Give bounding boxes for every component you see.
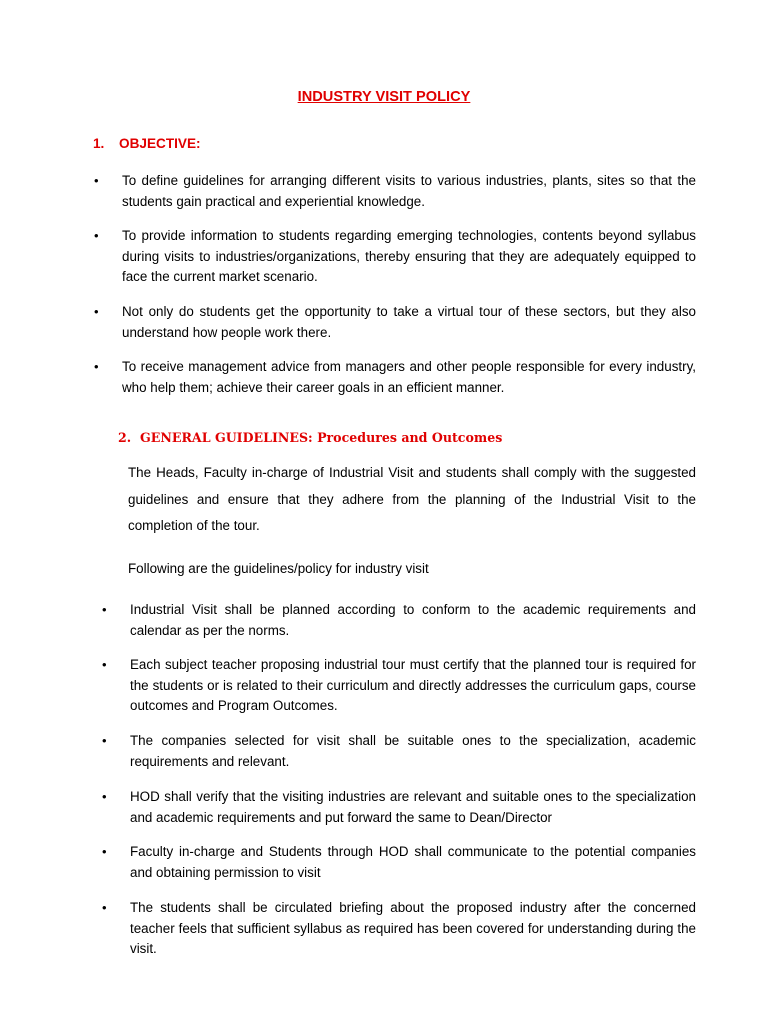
bullet-icon: • (94, 228, 99, 243)
bullet-icon: • (102, 789, 107, 804)
list-item (102, 655, 696, 717)
section-heading-objective (93, 136, 201, 151)
list-item (102, 731, 696, 772)
list-item-text: Faculty in-charge and Students through HOD shall communicate to the potential companies and obtaining permission to visit (130, 844, 696, 880)
list-item-text: The students shall be circulated briefing about the proposed industry after the concerned teacher feels that sufficient syllabus as required has been covered for understanding during the visit. (130, 900, 696, 956)
list-item (102, 842, 696, 883)
section-title: OBJECTIVE: (119, 136, 201, 151)
bullet-icon: • (102, 602, 107, 617)
list-item (94, 357, 696, 398)
list-item (94, 302, 696, 343)
list-item (102, 787, 696, 828)
list-item (102, 898, 696, 960)
list-item (102, 600, 696, 641)
section-number: 1. (93, 136, 105, 151)
section-heading-guidelines (118, 430, 502, 445)
list-item (94, 171, 696, 212)
bullet-icon: • (102, 900, 107, 915)
list-item-text: HOD shall verify that the visiting industries are relevant and suitable ones to the specialization and academic requirements and put forward the same to Dean/Director (130, 789, 696, 825)
section-number: 2. (118, 430, 132, 445)
section-title: GENERAL GUIDELINES: Procedures and Outcomes (140, 430, 503, 445)
list-item-text: Not only do students get the opportunity to take a virtual tour of these sectors, but they also understand how people work there. (122, 304, 696, 340)
list-item-text: Each subject teacher proposing industrial tour must certify that the planned tour is required for the students or is related to their curriculum and directly addresses the curriculum gaps, course outcomes and Program Outcomes. (130, 657, 696, 713)
list-item-text: To receive management advice from managers and other people responsible for every industry, who help them; achieve their career goals in an efficient manner. (122, 359, 696, 395)
bullet-icon: • (94, 173, 99, 188)
lead-paragraph: Following are the guidelines/policy for industry visit (128, 561, 429, 576)
intro-paragraph: The Heads, Faculty in-charge of Industrial Visit and students shall comply with the suggested guidelines and ensure that they adhere from the planning of the Industrial Visit to the completion of the tour. (128, 465, 696, 533)
list-item-text: To define guidelines for arranging different visits to various industries, plants, sites so that the students gain practical and experiential knowledge. (122, 173, 696, 209)
bullet-icon: • (94, 359, 99, 374)
list-item-text: The companies selected for visit shall be suitable ones to the specialization, academic requirements and relevant. (130, 733, 696, 769)
bullet-icon: • (102, 733, 107, 748)
list-item (94, 226, 696, 288)
bullet-icon: • (102, 657, 107, 672)
bullet-icon: • (94, 304, 99, 319)
list-item-text: To provide information to students regarding emerging technologies, contents beyond syllabus during visits to industries/organizations, thereby ensuring that they are adequately equipped to face the current market scenario. (122, 228, 696, 284)
document-title: INDUSTRY VISIT POLICY (297, 89, 471, 105)
bullet-icon: • (102, 844, 107, 859)
list-item-text: Industrial Visit shall be planned according to conform to the academic requirements and calendar as per the norms. (130, 602, 696, 638)
